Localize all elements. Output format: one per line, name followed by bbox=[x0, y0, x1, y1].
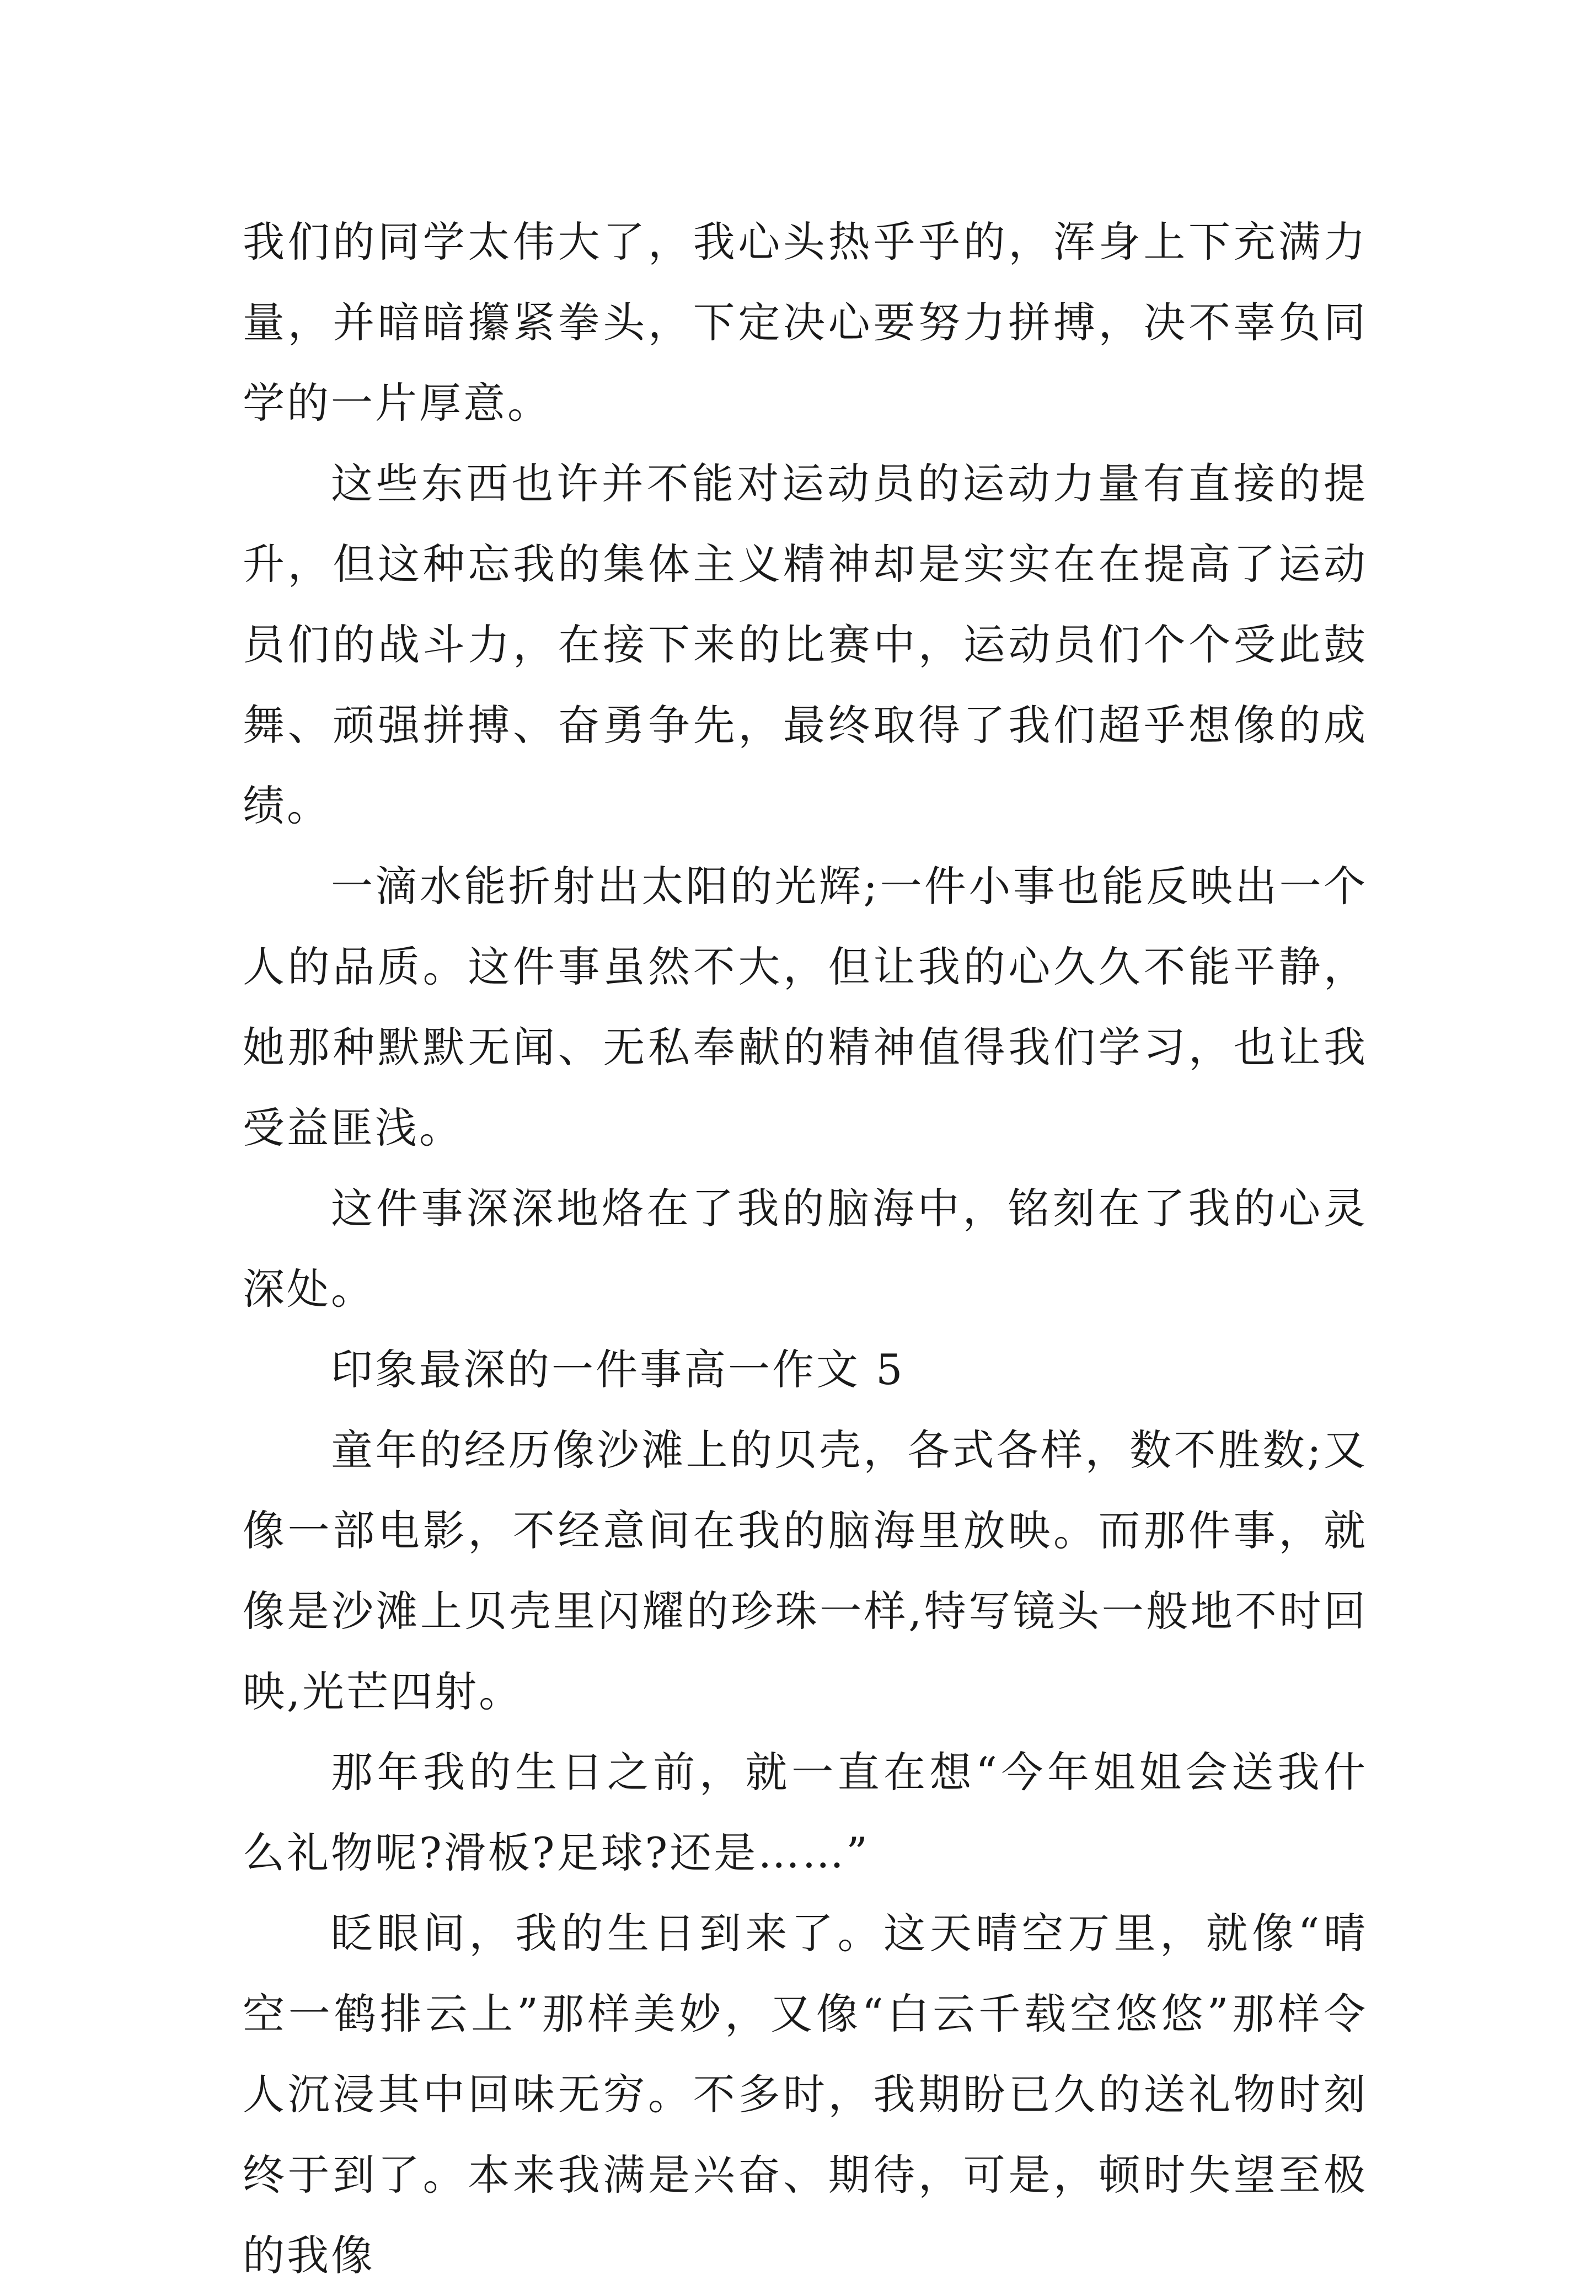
paragraph-6: 那年我的生日之前，就一直在想“今年姐姐会送我什么礼物呢?滑板?足球?还是……” bbox=[243, 1748, 1368, 1877]
paragraph-7: 眨眼间，我的生日到来了。这天晴空万里，就像“晴空一鹤排云上”那样美妙，又像“白云千载空悠悠”那样令人沉浸其中回味无穷。不多时，我期盼已久的送礼物时刻终于到了。本来我满是兴奋、期待，可是，顿时失望至极的我像 bbox=[243, 1909, 1368, 2280]
paragraph-1: 我们的同学太伟大了，我心头热乎乎的，浑身上下充满力量，并暗暗攥紧拳头，下定决心要努力拼搏，决不辜负同学的一片厚意。 bbox=[243, 217, 1368, 428]
paragraph-2: 这些东西也许并不能对运动员的运动力量有直接的提升，但这种忘我的集体主义精神却是实实在在提高了运动员们的战斗力，在接下来的比赛中，运动员们个个受此鼓舞、顽强拼搏、奋勇争先，最终取得了我们超乎想像的成绩。 bbox=[243, 459, 1368, 830]
section-heading: 印象最深的一件事高一作文 5 bbox=[331, 1345, 905, 1394]
paragraph-4: 这件事深深地烙在了我的脑海中，铭刻在了我的心灵深处。 bbox=[243, 1184, 1368, 1313]
paragraph-3: 一滴水能折射出太阳的光辉;一件小事也能反映出一个人的品质。这件事虽然不大，但让我的心久久不能平静，她那种默默无闻、无私奉献的精神值得我们学习，也让我受益匪浅。 bbox=[243, 862, 1368, 1152]
document-body bbox=[243, 202, 1368, 2296]
paragraph-5: 童年的经历像沙滩上的贝壳，各式各样，数不胜数;又像一部电影，不经意间在我的脑海里放映。而那件事，就像是沙滩上贝壳里闪耀的珍珠一样,特写镜头一般地不时回映,光芒四射。 bbox=[243, 1425, 1368, 1716]
